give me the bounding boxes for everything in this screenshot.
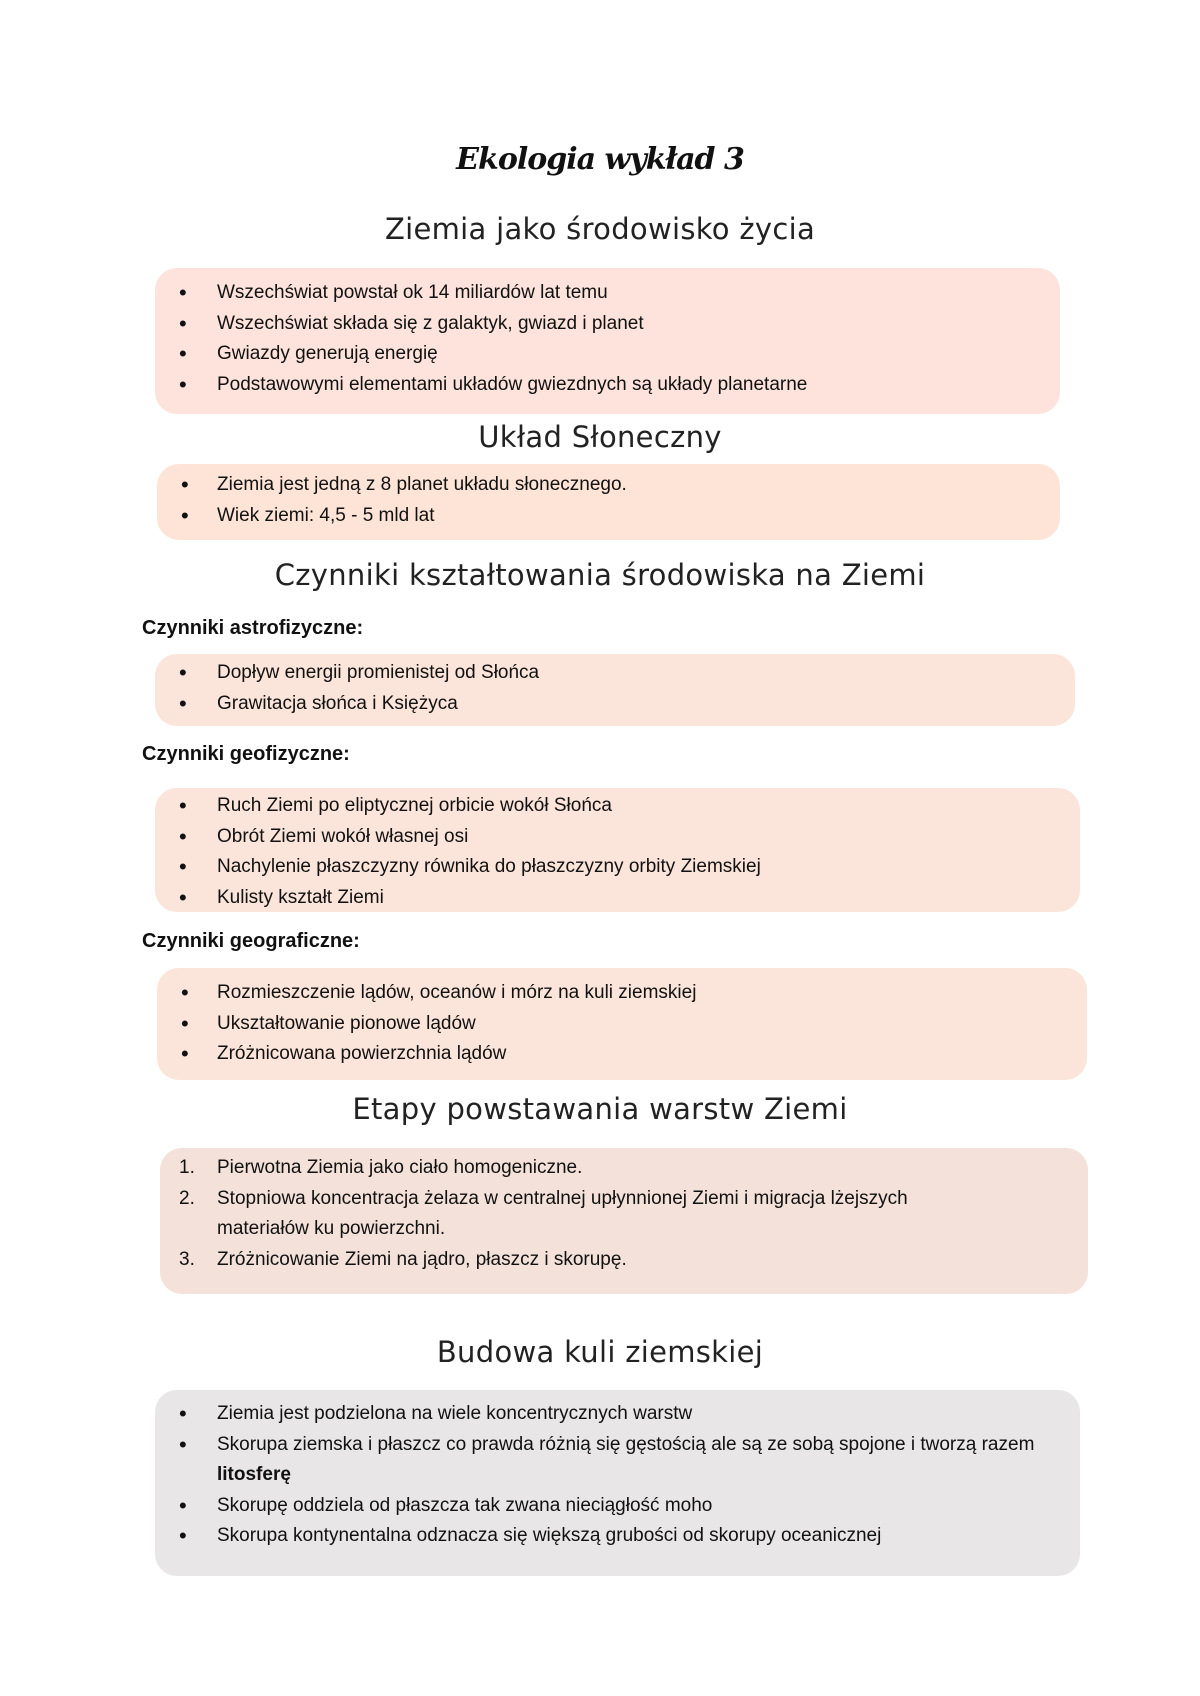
list-item: • Zróżnicowana powierzchnia lądów <box>157 1039 1087 1070</box>
list-item: • Dopływ energii promienistej od Słońca <box>155 658 1075 689</box>
list-text: Zróżnicowanie Ziemi na jądro, płaszcz i skorupę. <box>217 1248 627 1270</box>
box-budowa <box>155 1390 1080 1576</box>
box-geofizyczne <box>155 788 1080 912</box>
list-item: • Wszechświat powstał ok 14 miliardów lat temu <box>155 278 1060 309</box>
heading-ziemia-srodowisko: Ziemia jako środowisko życia <box>384 212 816 246</box>
heading-etapy: Etapy powstawania warstw Ziemi <box>352 1092 848 1126</box>
list-item: • Ukształtowanie pionowe lądów <box>157 1009 1087 1040</box>
document-title: Ekologia wykład 3 <box>456 142 744 177</box>
list-item: • Kulisty kształt Ziemi <box>155 883 1080 914</box>
heading-uklad-sloneczny: Układ Słoneczny <box>478 420 722 454</box>
heading-budowa: Budowa kuli ziemskiej <box>436 1335 764 1369</box>
list-number: 1. <box>179 1157 195 1178</box>
list-item: • Obrót Ziemi wokół własnej osi <box>155 822 1080 853</box>
list-item: • Ruch Ziemi po eliptycznej orbicie wokół Słońca <box>155 791 1080 822</box>
list-item: • Podstawowymi elementami układów gwiezdnych są układy planetarne <box>155 370 1060 401</box>
box-astrofizyczne <box>155 654 1075 726</box>
box-geograficzne <box>157 968 1087 1080</box>
subhead-geofizyczne: Czynniki geofizyczne: <box>142 743 350 765</box>
list-item: • Gwiazdy generują energię <box>155 339 1060 370</box>
list-item: • Wiek ziemi: 4,5 - 5 mld lat <box>157 501 1060 532</box>
box-ziemia-srodowisko <box>155 268 1060 414</box>
list-item: • Rozmieszczenie lądów, oceanów i mórz na kuli ziemskiej <box>157 978 1087 1009</box>
list-item: • Wszechświat składa się z galaktyk, gwiazd i planet <box>155 309 1060 340</box>
bold-term: litosferę <box>217 1464 291 1485</box>
list-item: • Skorupa kontynentalna odznacza się większą grubości od skorupy oceanicznej <box>155 1521 1080 1552</box>
list-item: • Ziemia jest jedną z 8 planet układu słonecznego. <box>157 470 1060 501</box>
heading-czynniki: Czynniki kształtowania środowiska na Ziemi <box>274 558 926 592</box>
subhead-astrofizyczne: Czynniki astrofizyczne: <box>142 617 364 639</box>
list-number: 2. <box>179 1187 195 1209</box>
list-number: 3. <box>179 1248 195 1270</box>
box-uklad-sloneczny <box>157 464 1060 540</box>
subhead-geograficzne: Czynniki geograficzne: <box>142 930 360 952</box>
list-text: Pierwotna Ziemia jako ciało homogeniczne. <box>217 1157 583 1178</box>
box-etapy <box>160 1148 1088 1294</box>
list-item: • Nachylenie płaszczyzny równika do płaszczyzny orbity Ziemskiej <box>155 852 1080 883</box>
list-item: • Ziemia jest podzielona na wiele koncentrycznych warstw <box>155 1399 1080 1430</box>
ordered-list-item <box>160 1153 1088 1184</box>
list-text: Skorupa ziemska i płaszcz co prawda różnią się gęstością ale są ze sobą spojone i tworzą razem <box>217 1433 1035 1455</box>
list-item: • Grawitacja słońca i Księżyca <box>155 689 1075 720</box>
ordered-list-item <box>160 1245 1088 1276</box>
list-item <box>155 1430 1080 1491</box>
list-item: • Skorupę oddziela od płaszcza tak zwana nieciągłość moho <box>155 1491 1080 1522</box>
ordered-list-item <box>160 1184 1088 1245</box>
list-text: Stopniowa koncentracja żelaza w centralnej upłynnionej Ziemi i migracja lżejszych materiałów ku powierzchni. <box>217 1187 908 1239</box>
